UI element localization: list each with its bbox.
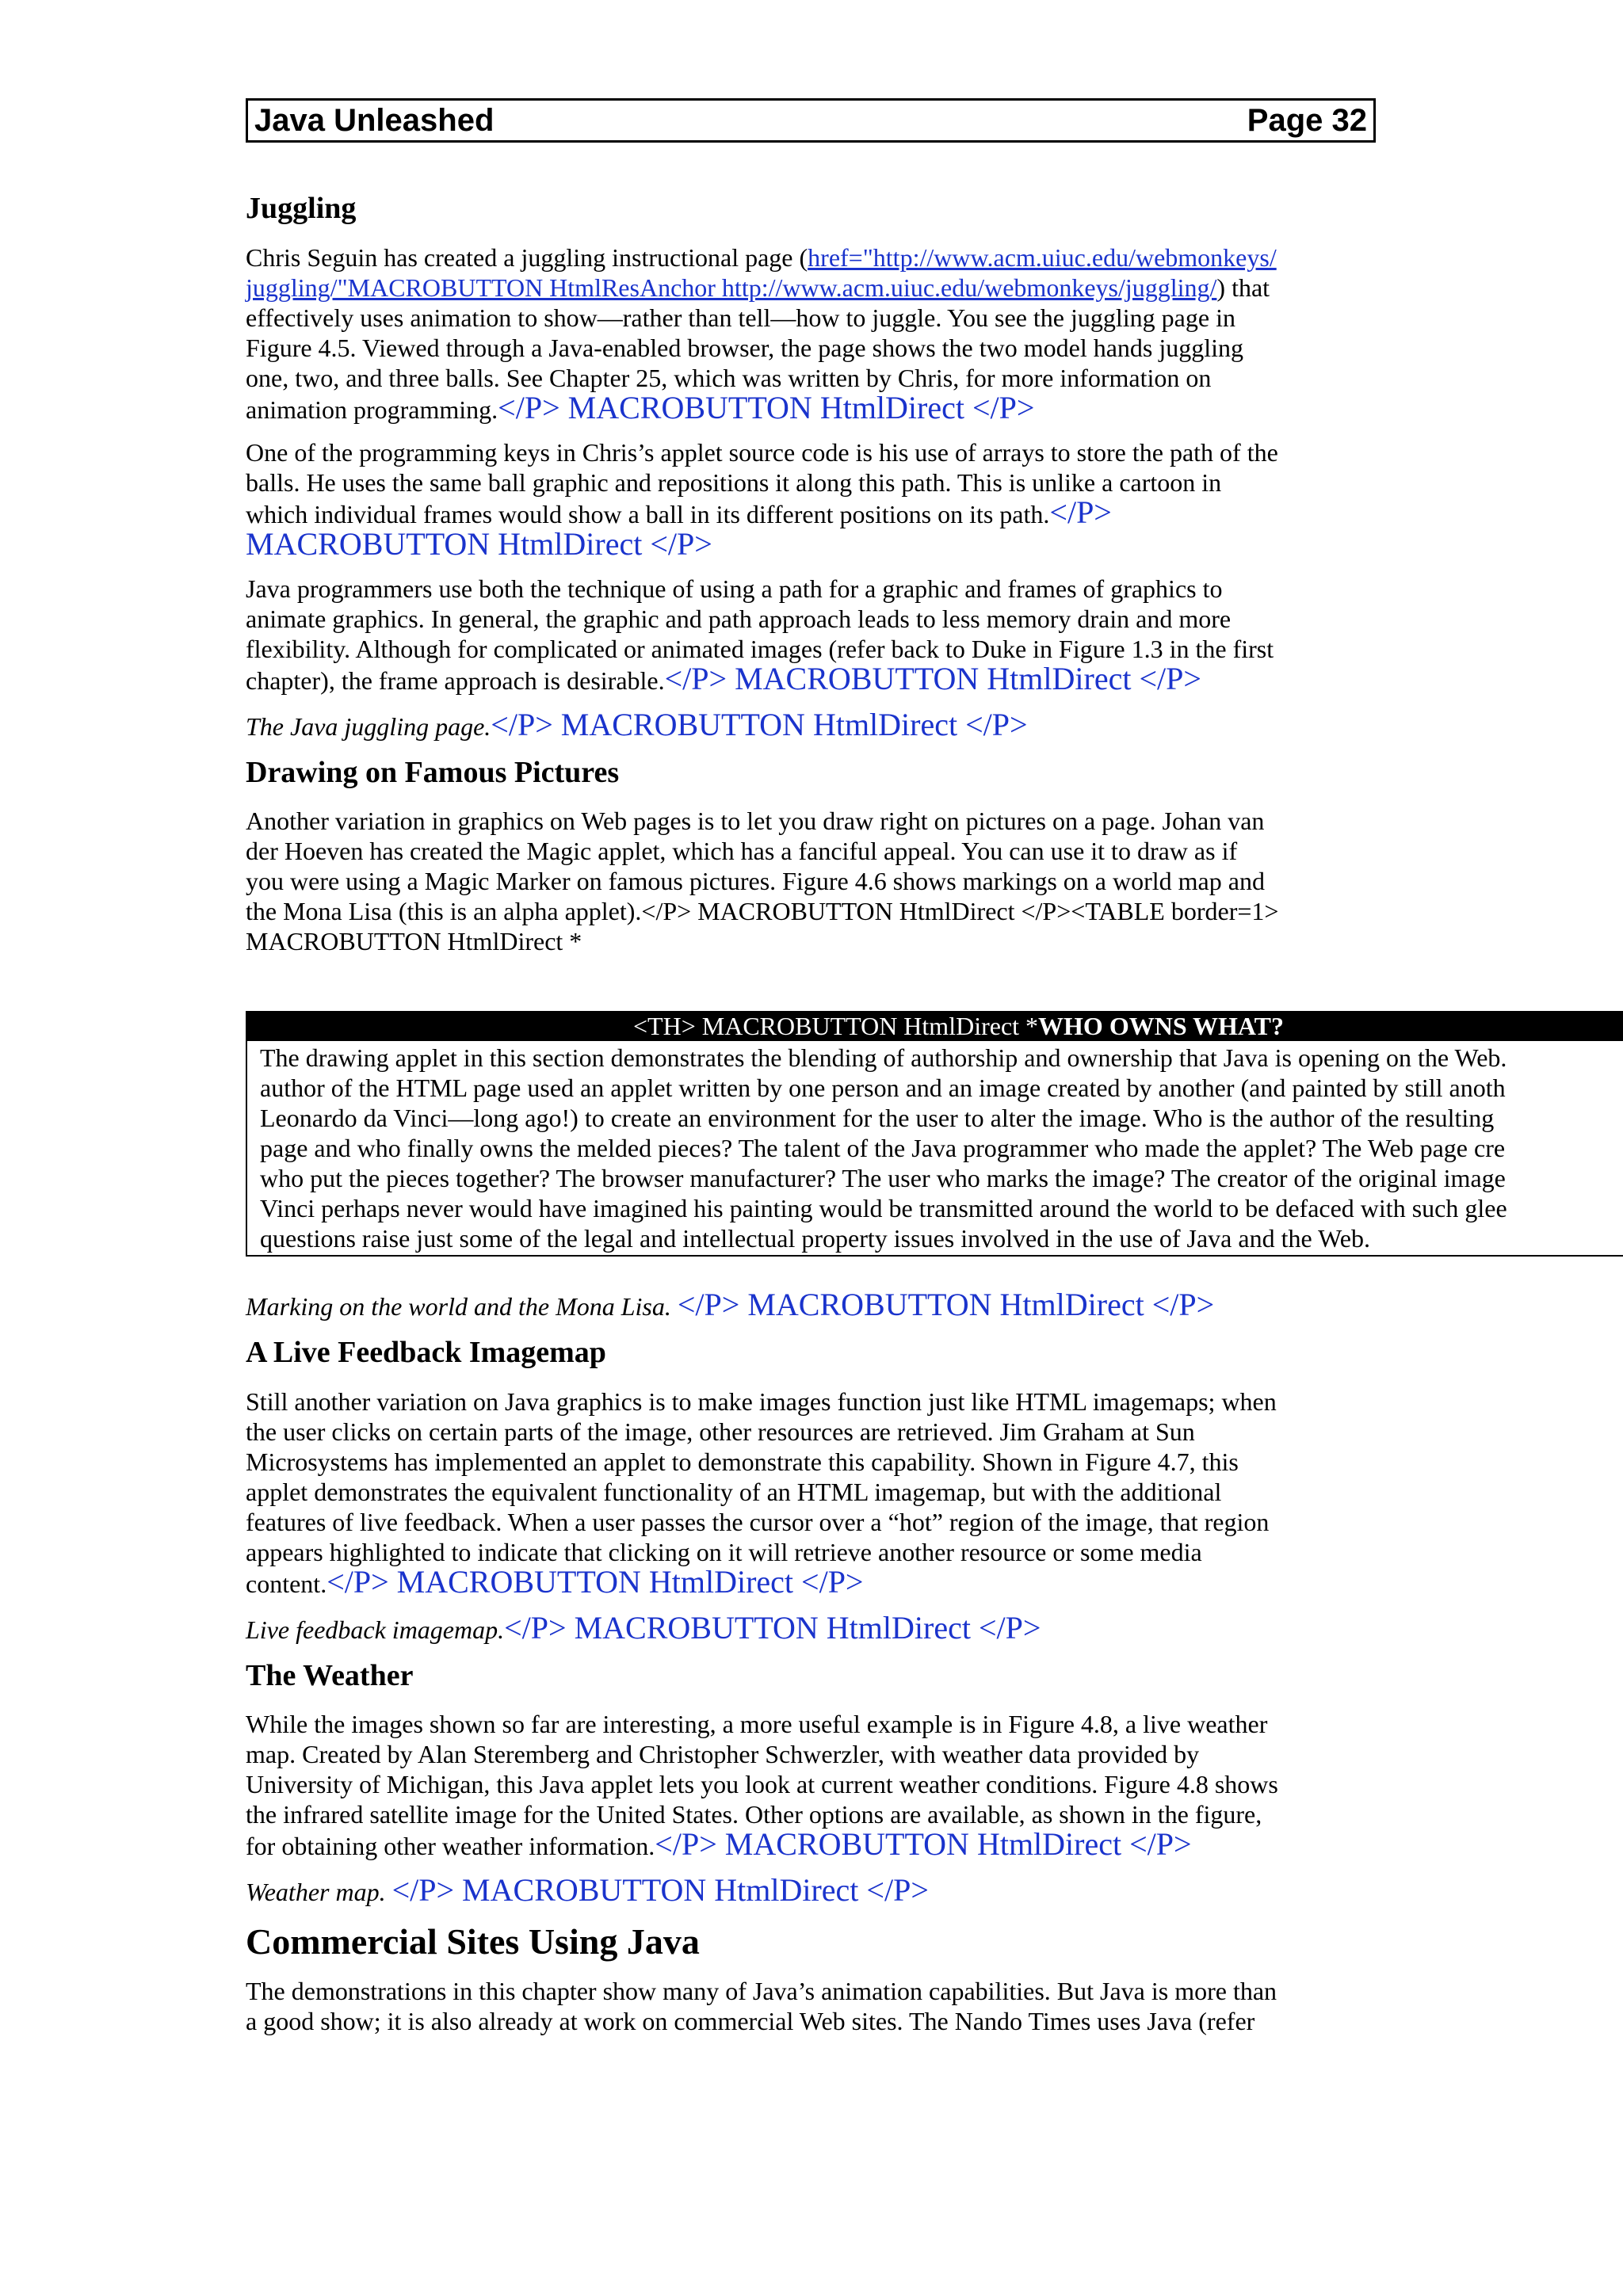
macrobutton-link[interactable]: </P> MACROBUTTON HtmlDirect </P> — [491, 706, 1028, 742]
sidebar-line: who put the pieces together? The browser manufacturer? The user who marks the image? The creator of the original image — [260, 1164, 1506, 1192]
page-content — [246, 190, 1387, 956]
paragraph-imagemap-1: Still another variation on Java graphics is to make images function just like HTML imagemaps; when the user clicks on certain parts of the image, other resources are retrieved. Jim Graham at Sun Microsystems has implemented an applet to demonstrate this capability. Shown in Figure 4.7, this applet demonstrates the equivalent functionality of an HTML imagemap, but with the additional features of live feedback. When a user passes the cursor over a “hot” region of the image, that region appears highlighted to indicate that clicking on it will retrieve another resource or some media content.</P> MACROBUTTON HtmlDirect </P> — [246, 1386, 1277, 1600]
paragraph-drawing-1: Another variation in graphics on Web pages is to let you draw right on pictures on a page. Johan van der Hoeven has created the Magic applet, which has a fanciful appeal. You can use it to draw as if you were using a Magic Marker on famous pictures. Figure 4.6 shows markings on a world map and the Mona Lisa (this is an alpha applet).</P> MACROBUTTON HtmlDirect </P><TABLE border=1> MACROBUTTON HtmlDirect * — [246, 807, 1279, 955]
sidebar-header: <TH> MACROBUTTON HtmlDirect *WHO OWNS WHAT? — [246, 1011, 1623, 1041]
figure-caption-juggling: The Java juggling page.</P> MACROBUTTON HtmlDirect </P> — [246, 706, 1028, 742]
section-heading-drawing: Drawing on Famous Pictures — [246, 755, 620, 789]
sidebar-line: Leonardo da Vinci—long ago!) to create an environment for the user to alter the image. Who is the author of the resulting — [260, 1104, 1495, 1132]
section-heading-imagemap: A Live Feedback Imagemap — [246, 1336, 606, 1369]
juggling-link-continued[interactable]: juggling/"MACROBUTTON HtmlResAnchor http://www.acm.uiuc.edu/webmonkeys/juggling/ — [246, 273, 1217, 302]
page-number: Page 32 — [1247, 102, 1367, 138]
paragraph-juggling-1: Chris Seguin has created a juggling instructional page (href="http://www.acm.uiuc.edu/webmonkeys/ juggling/"MACROBUTTON HtmlResAnchor http://www.acm.uiuc.edu/webmonkeys/juggling/) that effectively uses animation to show—rather than tell—how to juggle. You see the juggling page in Figure 4.5. Viewed through a Java-enabled browser, the page shows the two model hands juggling one, two, and three balls. See Chapter 25, which was written by Chris, for more information on animation programming.</P> MACROBUTTON HtmlDirect </P> — [246, 242, 1277, 425]
juggling-link[interactable]: href="http://www.acm.uiuc.edu/webmonkeys/ — [808, 242, 1277, 272]
macrobutton-link[interactable]: </P> MACROBUTTON HtmlDirect </P> — [677, 1287, 1215, 1322]
macrobutton-link[interactable]: </P> MACROBUTTON HtmlDirect </P> — [655, 1826, 1192, 1862]
section-heading-weather: The Weather — [246, 1658, 414, 1692]
sidebar-who-owns-what — [246, 1011, 1623, 1257]
page-header — [246, 98, 1376, 143]
sidebar-line: questions raise just some of the legal and intellectual property issues involved in the use of Java and the Web. — [260, 1224, 1370, 1253]
sidebar-line: author of the HTML page used an applet written by one person and an image created by another (and painted by still anoth — [260, 1074, 1506, 1102]
section-heading-commercial: Commercial Sites Using Java — [246, 1921, 700, 1962]
paragraph-commercial-1: The demonstrations in this chapter show many of Java’s animation capabilities. But Java is more than a good show; it is also already at work on commercial Web sites. The Nando Times uses Java (refer — [246, 1977, 1277, 2036]
macrobutton-link[interactable]: </P> — [1049, 494, 1112, 530]
sidebar-line: Vinci perhaps never would have imagined his painting would be transmitted around the world to be defaced with such glee — [260, 1194, 1507, 1222]
page-content-lower — [246, 1287, 1387, 2036]
paragraph-juggling-2: One of the programming keys in Chris’s applet source code is his use of arrays to store the path of the balls. He uses the same ball graphic and repositions it along this path. This is unlike a cartoon in which individual frames would show a ball in its different positions on its path.</P> MACROBUTTON HtmlDirect </P> — [246, 437, 1278, 562]
sidebar-line: The drawing applet in this section demonstrates the blending of authorship and ownership that Java is opening on the Web. — [260, 1043, 1507, 1072]
figure-caption-weather: Weather map. </P> MACROBUTTON HtmlDirect </P> — [246, 1872, 929, 1908]
macrobutton-link[interactable]: </P> MACROBUTTON HtmlDirect </P> — [504, 1609, 1041, 1646]
paragraph-weather-1: While the images shown so far are interesting, a more useful example is in Figure 4.8, a live weather map. Created by Alan Steremberg and Christopher Schwerzler, with weather data provided by University of Michigan, this Java applet lets you look at current weather conditions. Figure 4.8 shows the infrared satellite image for the United States. Other options are available, as shown in the figure, for obtaining other weather information.</P> MACROBUTTON HtmlDirect </P> — [246, 1710, 1278, 1862]
figure-caption-marking: Marking on the world and the Mona Lisa. </P> MACROBUTTON HtmlDirect </P> — [246, 1287, 1215, 1322]
figure-caption-imagemap: Live feedback imagemap.</P> MACROBUTTON HtmlDirect </P> — [246, 1609, 1041, 1646]
sidebar-line: page and who finally owns the melded pieces? The talent of the Java programmer who made the applet? The Web page cre — [260, 1134, 1506, 1162]
macrobutton-link[interactable]: </P> MACROBUTTON HtmlDirect </P> — [391, 1872, 929, 1908]
sidebar-body — [246, 1041, 1623, 1257]
macrobutton-link-continued[interactable]: MACROBUTTON HtmlDirect </P> — [246, 525, 712, 562]
macrobutton-link[interactable]: </P> MACROBUTTON HtmlDirect </P> — [498, 389, 1035, 425]
book-title: Java Unleashed — [254, 102, 495, 138]
section-heading-juggling: Juggling — [246, 192, 357, 225]
macrobutton-link[interactable]: </P> MACROBUTTON HtmlDirect </P> — [327, 1563, 864, 1600]
paragraph-juggling-3: Java programmers use both the technique of using a path for a graphic and frames of graphics to animate graphics. In general, the graphic and path approach leads to less memory drain and more flexibility. Although for complicated or animated images (refer back to Duke in Figure 1.3 in the first chapter), the frame approach is desirable.</P> MACROBUTTON HtmlDirect </P> — [246, 574, 1274, 696]
macrobutton-link[interactable]: </P> MACROBUTTON HtmlDirect </P> — [664, 660, 1201, 696]
